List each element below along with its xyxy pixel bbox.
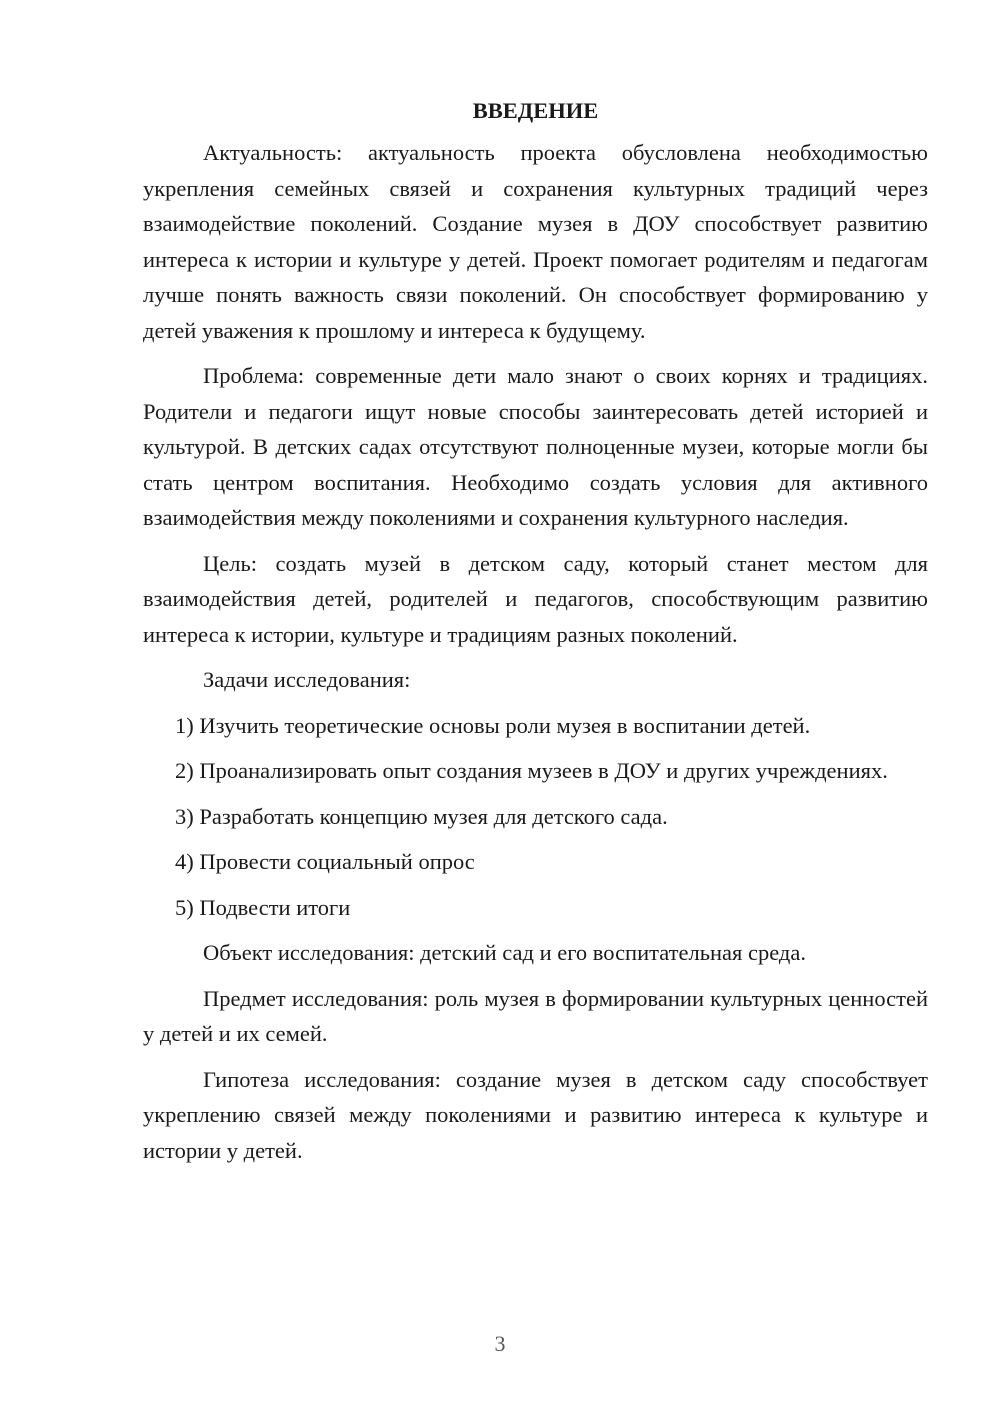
subject-paragraph: Предмет исследования: роль музея в формировании культурных ценностей у детей и их семей. bbox=[143, 985, 928, 1046]
task-item: 2) Проанализировать опыт создания музеев в ДОУ и других учреждениях. bbox=[175, 758, 888, 783]
object-paragraph: Объект исследования: детский сад и его воспитательная среда. bbox=[203, 940, 806, 965]
goal-paragraph: Цель: создать музей в детском саду, который станет местом для взаимодействия детей, родителей и педагогов, способствующим развитию интереса к истории, культуре и традициям разных поколений. bbox=[143, 550, 928, 647]
task-item: 5) Подвести итоги bbox=[175, 894, 351, 920]
problem-paragraph: Проблема: современные дети мало знают о своих корнях и традициях. Родители и педагоги ищут новые способы заинтересовать детей историей и культурой. В детских садах отсутствуют полноценные музеи, которые могли бы стать центром воспитания. Необходимо создать условия для активного взаимодействия между поколениями и сохранения культурного наследия. bbox=[143, 363, 928, 530]
task-item: 1) Изучить теоретические основы роли музея в воспитании детей. bbox=[175, 712, 811, 738]
hypothesis-paragraph: Гипотеза исследования: создание музея в детском саду способствует укреплению связей между поколениями и развитию интереса к культуре и истории у детей. bbox=[143, 1066, 928, 1163]
document-page bbox=[143, 91, 928, 1178]
task-item: 4) Провести социальный опрос bbox=[175, 849, 475, 874]
tasks-heading: Задачи исследования: bbox=[203, 667, 411, 692]
relevance-paragraph: Актуальность: актуальность проекта обусловлена необходимостью укрепления семейных связей и сохранения культурных традиций через взаимодействие поколений. Создание музея в ДОУ способствует развитию интереса к истории и культуре у детей. Проект помогает родителям и педагогам лучше понять важность связи поколений. Он способствует формированию у детей уважения к прошлому и интереса к будущему. bbox=[143, 140, 928, 343]
document-title: ВВЕДЕНИЕ bbox=[472, 98, 599, 123]
page-number: 3 bbox=[494, 1331, 506, 1356]
task-item: 3) Разработать концепцию музея для детского сада. bbox=[175, 803, 668, 829]
